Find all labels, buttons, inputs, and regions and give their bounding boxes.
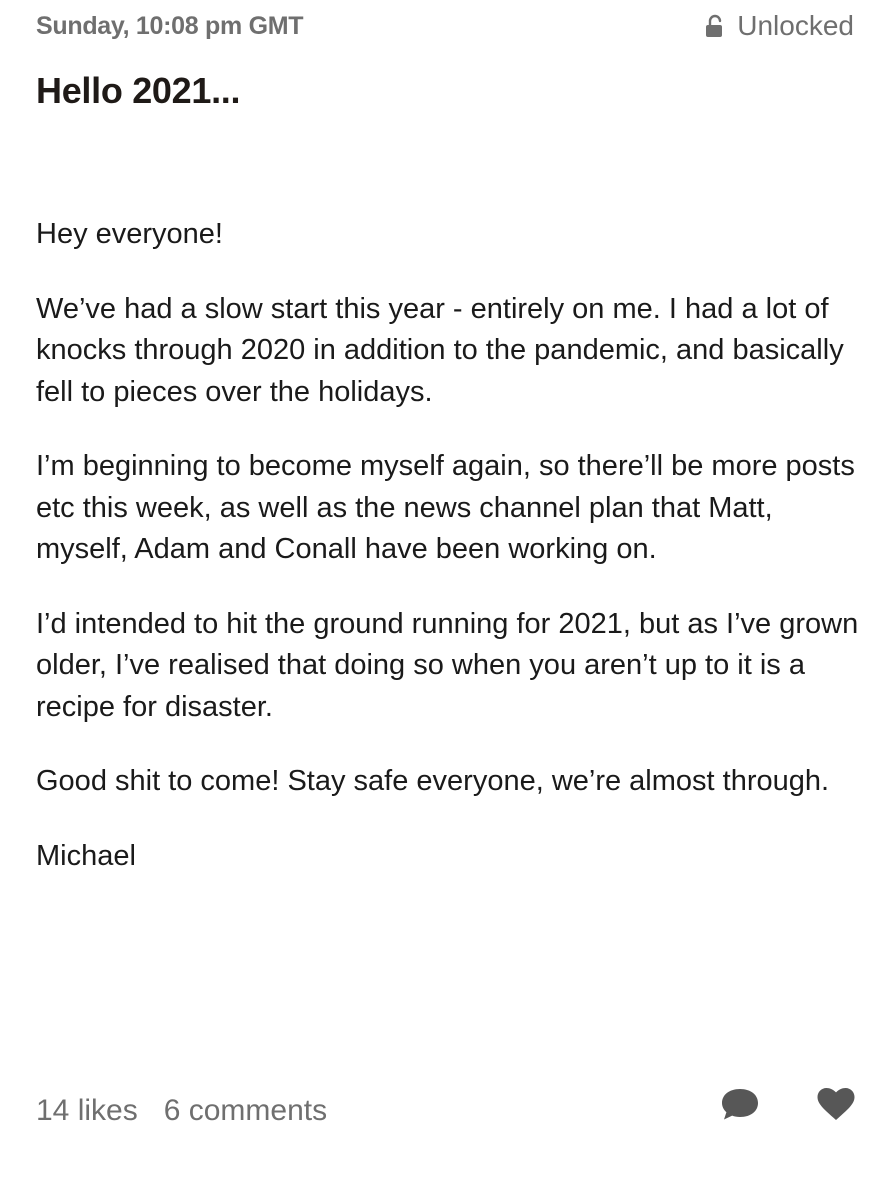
unlocked-padlock-icon	[705, 14, 725, 38]
post-stats	[36, 1094, 327, 1128]
lock-status	[705, 10, 854, 42]
post-paragraph: I’m beginning to become myself again, so there’ll be more posts etc this week, as well as the news channel plan that Matt, myself, Adam and Conall have been working on.	[36, 450, 855, 565]
post-paragraph: Hey everyone!	[36, 218, 223, 250]
post-actions	[720, 1086, 856, 1127]
post-paragraph: We’ve had a slow start this year - entirely on me. I had a lot of knocks through 2020 in addition to the pandemic, and basically fell to pieces over the holidays.	[36, 292, 844, 408]
post-paragraph: Good shit to come! Stay safe everyone, we’re almost through.	[36, 765, 830, 797]
post-signature: Michael	[36, 839, 136, 872]
post-footer	[36, 1086, 856, 1136]
post-title: Hello 2021...	[36, 70, 241, 111]
post-body	[36, 214, 866, 877]
heart-icon[interactable]	[816, 1086, 856, 1127]
comments-count[interactable]: 6 comments	[163, 1094, 328, 1127]
post-paragraph: I’d intended to hit the ground running for 2021, but as I’ve grown older, I’ve realised that doing so when you aren’t up to it is a recipe for disaster.	[36, 607, 859, 723]
post-header	[36, 10, 854, 46]
comment-bubble-icon[interactable]	[720, 1086, 760, 1127]
likes-count[interactable]: 14 likes	[36, 1094, 138, 1127]
lock-status-label: Unlocked	[737, 10, 854, 41]
post-timestamp: Sunday, 10:08 pm GMT	[36, 12, 304, 40]
